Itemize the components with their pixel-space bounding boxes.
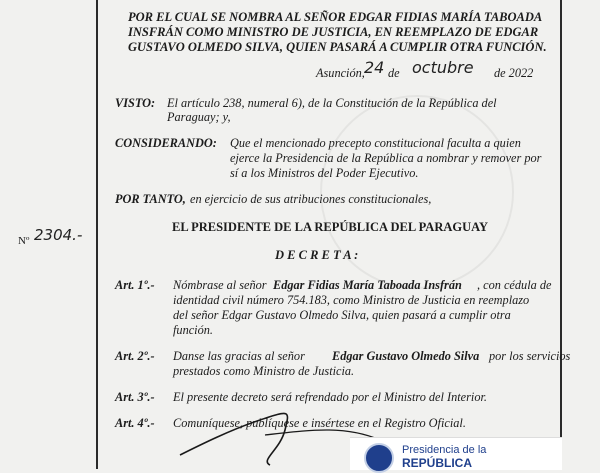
date-month-handwritten: octubre (412, 58, 474, 77)
logo-line-2: REPÚBLICA (402, 456, 473, 470)
art-1-line-2: identidad civil número 754.183, como Ministro de Justicia en reemplazo (173, 293, 530, 307)
considerando-label: CONSIDERANDO: (115, 136, 217, 150)
right-margin-line (560, 0, 562, 469)
por-tanto-label: POR TANTO, (115, 192, 186, 206)
considerando-line-3: sí a los Ministros del Poder Ejecutivo. (230, 166, 419, 180)
visto-label: VISTO: (115, 96, 156, 110)
art-3-label: Art. 3º.- (115, 390, 155, 404)
art-1-text-b: , con cédula de (477, 278, 552, 292)
art-2-text-a: Danse las gracias al señor (173, 349, 305, 363)
art-2-label: Art. 2º.- (115, 349, 155, 363)
title-line-3: GUSTAVO OLMEDO SILVA, QUIEN PASARÁ A CUMPLIR OTRA FUNCIÓN. (128, 40, 547, 54)
por-tanto-text: en ejercicio de sus atribuciones constitucionales, (190, 192, 432, 206)
left-margin-line (96, 0, 98, 469)
considerando-line-2: ejerce la Presidencia de la República a nombrar y remover por (230, 151, 542, 165)
art-1-text-a: Nómbrase al señor (173, 278, 267, 292)
decreta-heading: D E C R E T A : (275, 248, 359, 262)
logo-line-1: Presidencia de la (402, 444, 487, 456)
art-1-appointee-name: Edgar Fidias María Taboada Insfrán (273, 278, 462, 292)
art-1-line-4: función. (173, 323, 213, 337)
decree-number-prefix: Nº (18, 235, 30, 247)
date-day-handwritten: 24 (364, 58, 385, 77)
decree-number-handwritten: 2304.- (34, 226, 83, 244)
art-3-text: El presente decreto será refrendado por el Ministro del Interior. (173, 390, 487, 404)
art-2-line-2: prestados como Ministro de Justicia. (173, 364, 355, 378)
art-1-label: Art. 1º.- (115, 278, 155, 292)
art-4-label: Art. 4º.- (115, 416, 155, 430)
art-2-outgoing-name: Edgar Gustavo Olmedo Silva (332, 349, 480, 363)
title-line-2: INSFRÁN COMO MINISTRO DE JUSTICIA, EN REEMPLAZO DE EDGAR (128, 25, 539, 39)
date-de: de (388, 66, 400, 80)
art-4-text: Comuníquese, publíquese e insértese en el Registro Oficial. (173, 416, 466, 430)
presidency-logo (350, 437, 562, 470)
date-place: Asunción, (316, 66, 365, 80)
title-line-1: POR EL CUAL SE NOMBRA AL SEÑOR EDGAR FIDIAS MARÍA TABOADA (128, 10, 543, 24)
visto-line-1: El artículo 238, numeral 6), de la Constitución de la República del (167, 96, 497, 110)
date-year: de 2022 (494, 66, 534, 80)
art-1-line-3: del señor Edgar Gustavo Olmedo Silva, quien pasará a cumplir otra (173, 308, 511, 322)
considerando-line-1: Que el mencionado precepto constitucional faculta a quien (230, 136, 521, 150)
visto-line-2: Paraguay; y, (167, 110, 231, 124)
art-2-text-b: por los servicios (489, 349, 571, 363)
president-heading: EL PRESIDENTE DE LA REPÚBLICA DEL PARAGUAY (172, 220, 489, 234)
